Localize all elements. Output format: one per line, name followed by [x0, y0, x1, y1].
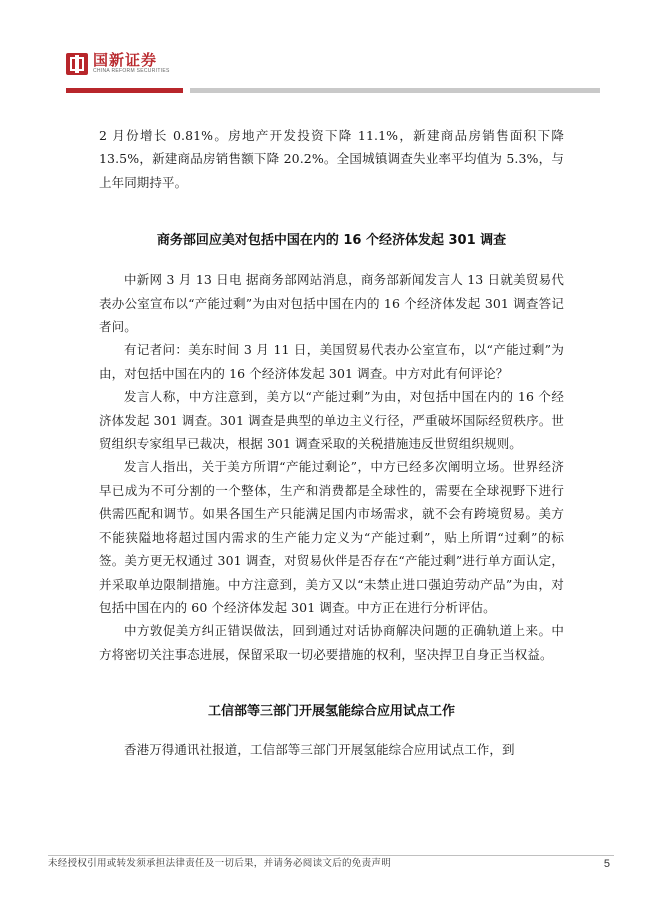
paragraph: 中方敦促美方纠正错误做法，回到通过对话协商解决问题的正确轨道上来。中方将密切关注事态进展，保留采取一切必要措施的权利，坚决捍卫自身正当权益。: [99, 623, 564, 662]
paragraph: 有记者问：美东时间 3 月 11 日，美国贸易代表办公室宣布，以“产能过剩”为由，对包括中国在内的 16 个经济体发起 301 调查。中方对此有何评论？: [99, 342, 564, 381]
logo-cn: 国新证券: [93, 51, 158, 69]
header-accent-bar: [66, 88, 183, 93]
footer-divider: [48, 855, 614, 856]
logo-icon: [66, 53, 88, 75]
paragraph: 发言人称，中方注意到，美方以“产能过剩”为由，对包括中国在内的 16 个经济体发起 301 调查。301 调查是典型的单边主义行径，严重破坏国际经贸秩序。世贸组织专家组早已裁决，根据 301 调查采取的关税措施违反世贸组织规则。: [99, 389, 564, 452]
section-title-hydrogen-pilot: 工信部等三部门开展氢能综合应用试点工作: [207, 704, 455, 720]
header-divider-bar: [190, 88, 600, 93]
company-logo: [66, 52, 170, 75]
page-header: [0, 0, 662, 100]
paragraph: 中新网 3 月 13 日电 据商务部网站消息，商务部新闻发言人 13 日就美贸易代表办公室宣布以“产能过剩”为由对包括中国在内的 16 个经济体发起 301 调查答记者问。: [99, 272, 564, 335]
paragraph: 发言人指出，关于美方所谓“产能过剩论”，中方已经多次阐明立场。世界经济早已成为不可分割的一个整体，生产和消费都是全球性的，需要在全球视野下进行供需匹配和调节。如果各国生产只能满足国内市场需求，就不会有跨境贸易。美方不能狭隘地将超过国内需求的生产能力定义为“产能过剩”，贴上所谓“过剩”的标签。美方更无权通过 301 调查，对贸易伙伴是否存在“产能过剩”进行单方面认定，并采取单边限制措施。中方注意到，美方又以“未禁止进口强迫劳动产品”为由，对包括中国在内的 60 个经济体发起 301 调查。中方正在进行分析评估。: [99, 459, 564, 615]
page-number: 5: [603, 858, 610, 870]
paragraph: 香港万得通讯社报道，工信部等三部门开展氢能综合应用试点工作，到: [124, 742, 515, 758]
document-body: [99, 124, 564, 762]
intro-paragraph: 2 月份增长 0.81%。房地产开发投资下降 11.1%，新建商品房销售面积下降 13.5%，新建商品房销售额下降 20.2%。全国城镇调查失业率平均值为 5.3%，与上年同期持平。: [99, 128, 564, 190]
footer-disclaimer: 未经授权引用或转发须承担法律责任及一切后果，并请务必阅读文后的免责声明: [48, 858, 392, 869]
logo-en: CHINA REFORM SECURITIES: [93, 68, 170, 74]
logo-text: [93, 52, 170, 75]
section-title-commerce-301: 商务部回应美对包括中国在内的 16 个经济体发起 301 调查: [156, 233, 507, 249]
